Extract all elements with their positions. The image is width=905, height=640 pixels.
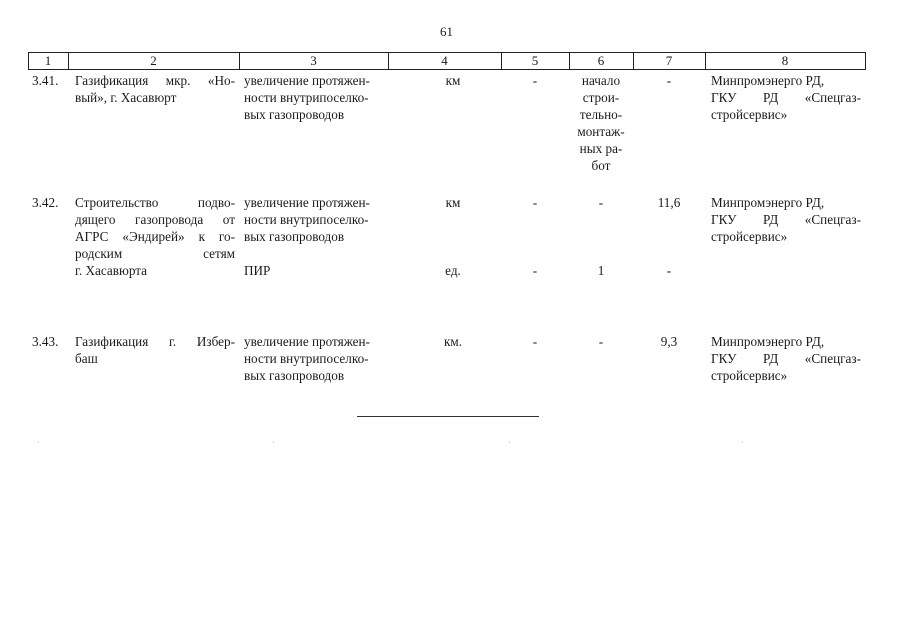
row-org bbox=[711, 72, 861, 123]
indicator-line: вых газопроводов bbox=[244, 368, 345, 383]
subrow-col6: 1 bbox=[597, 263, 605, 278]
row-col6: - bbox=[598, 334, 604, 349]
header-divider bbox=[865, 52, 866, 69]
row-number: 3.43. bbox=[32, 334, 59, 349]
subrow-col7: - bbox=[666, 263, 672, 278]
name-line: баш bbox=[75, 351, 98, 366]
row-col7: 11,6 bbox=[657, 195, 681, 210]
scan-speck: · bbox=[508, 438, 511, 447]
row-org bbox=[711, 333, 861, 384]
col6-line: начало bbox=[581, 73, 621, 88]
indicator-line: увеличение протяжен- bbox=[244, 334, 370, 349]
name-line: АГРС «Эндирей» к го- bbox=[75, 229, 235, 244]
org-line: ГКУ РД «Спецгаз- bbox=[711, 212, 861, 227]
row-name bbox=[75, 72, 235, 106]
subrow-unit: ед. bbox=[445, 263, 461, 278]
row-org bbox=[711, 194, 861, 245]
indicator-line: ности внутрипоселко- bbox=[244, 351, 369, 366]
subrow-col5: - bbox=[532, 263, 538, 278]
row-col7: 9,3 bbox=[660, 334, 678, 349]
header-cell: 4 bbox=[441, 53, 448, 68]
indicator-line: ности внутрипоселко- bbox=[244, 90, 369, 105]
header-cell: 6 bbox=[597, 53, 605, 68]
page-number: 61 bbox=[440, 24, 453, 39]
col6-line: монтаж- bbox=[577, 124, 625, 139]
org-line: ГКУ РД «Спецгаз- bbox=[711, 351, 861, 366]
row-col6: - bbox=[598, 195, 604, 210]
indicator-line: вых газопроводов bbox=[244, 107, 345, 122]
closing-separator-rule bbox=[357, 416, 539, 417]
indicator-line: увеличение протяжен- bbox=[244, 73, 370, 88]
name-line: Газификация мкр. «Но- bbox=[75, 73, 235, 88]
indicator-line: ности внутрипоселко- bbox=[244, 212, 369, 227]
col6-line: тельно- bbox=[579, 107, 623, 122]
row-col5: - bbox=[532, 73, 538, 88]
org-line: Минпромэнерго РД, bbox=[711, 195, 825, 210]
col6-line: ных ра- bbox=[579, 141, 623, 156]
row-number: 3.42. bbox=[32, 195, 59, 210]
scan-speck: · bbox=[272, 438, 275, 447]
org-line: стройсервис» bbox=[711, 368, 788, 383]
row-name bbox=[75, 333, 235, 367]
name-line: г. Хасавюрта bbox=[75, 263, 148, 278]
row-col7: - bbox=[666, 73, 672, 88]
header-cell: 1 bbox=[44, 53, 52, 68]
name-line: Строительство подво- bbox=[75, 195, 235, 210]
row-col6 bbox=[569, 72, 633, 174]
header-cell: 8 bbox=[781, 53, 789, 68]
name-line: родским сетям bbox=[75, 246, 235, 261]
col6-line: строи- bbox=[582, 90, 620, 105]
row-number: 3.41. bbox=[32, 73, 59, 88]
name-line: дящего газопровода от bbox=[75, 212, 235, 227]
scan-speck: · bbox=[37, 438, 40, 447]
org-line: Минпромэнерго РД, bbox=[711, 73, 825, 88]
row-indicator bbox=[244, 72, 389, 123]
name-line: вый», г. Хасавюрт bbox=[75, 90, 177, 105]
subrow-indicator: ПИР bbox=[244, 263, 271, 278]
row-col5: - bbox=[532, 195, 538, 210]
header-cell: 7 bbox=[665, 53, 673, 68]
indicator-line: вых газопроводов bbox=[244, 229, 345, 244]
row-unit: км bbox=[445, 195, 461, 210]
row-indicator bbox=[244, 194, 389, 245]
header-cell: 2 bbox=[150, 53, 157, 68]
row-indicator bbox=[244, 333, 389, 384]
name-line: Газификация г. Избер- bbox=[75, 334, 235, 349]
header-bottom-rule bbox=[28, 69, 866, 70]
header-cell: 3 bbox=[310, 53, 317, 68]
header-cell: 5 bbox=[531, 53, 539, 68]
row-unit: км bbox=[445, 73, 461, 88]
org-line: ГКУ РД «Спецгаз- bbox=[711, 90, 861, 105]
row-unit: км. bbox=[443, 334, 463, 349]
col6-line: бот bbox=[591, 158, 611, 173]
indicator-line: увеличение протяжен- bbox=[244, 195, 370, 210]
org-line: стройсервис» bbox=[711, 229, 788, 244]
row-name bbox=[75, 194, 235, 279]
scan-speck: · bbox=[741, 438, 744, 447]
org-line: стройсервис» bbox=[711, 107, 788, 122]
row-col5: - bbox=[532, 334, 538, 349]
org-line: Минпромэнерго РД, bbox=[711, 334, 825, 349]
